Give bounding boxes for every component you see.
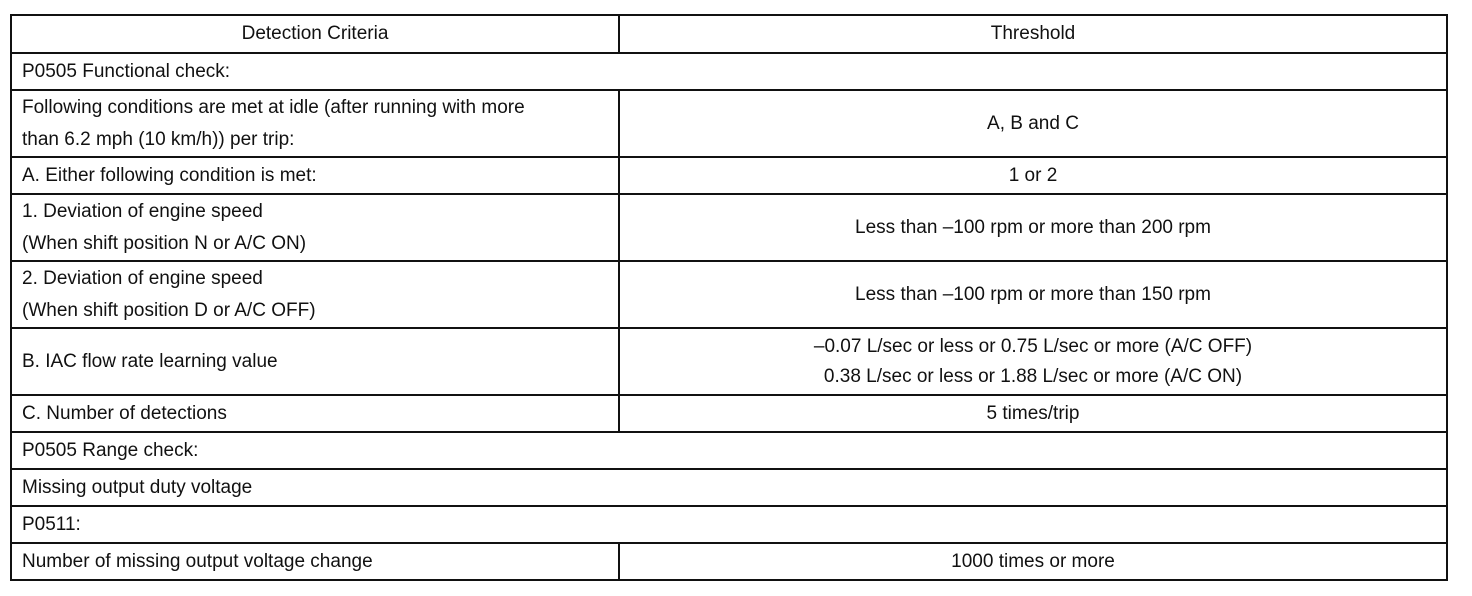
header-threshold: Threshold — [619, 15, 1447, 53]
table-row — [11, 395, 1447, 432]
criteria-text: Following conditions are met at idle (after running with more — [22, 96, 525, 118]
section-range-check: P0505 Range check: — [11, 432, 1447, 469]
criteria-text: 2. Deviation of engine speed — [22, 267, 263, 289]
detection-criteria-table — [10, 14, 1448, 581]
threshold-cell: 1000 times or more — [619, 543, 1447, 580]
criteria-cell: C. Number of detections — [11, 395, 619, 432]
threshold-cell: Less than –100 rpm or more than 200 rpm — [619, 194, 1447, 261]
threshold-cell: 5 times/trip — [619, 395, 1447, 432]
table-row — [11, 90, 1447, 157]
criteria-text: 1. Deviation of engine speed — [22, 200, 263, 222]
threshold-cell: Less than –100 rpm or more than 150 rpm — [619, 261, 1447, 328]
criteria-cell: B. IAC flow rate learning value — [11, 328, 619, 395]
criteria-cell — [11, 90, 619, 157]
criteria-cell: Missing output duty voltage — [11, 469, 1447, 506]
criteria-cell — [11, 194, 619, 261]
threshold-cell: 1 or 2 — [619, 157, 1447, 194]
section-row-functional — [11, 53, 1447, 90]
section-row-range — [11, 432, 1447, 469]
table-row — [11, 194, 1447, 261]
table-row — [11, 261, 1447, 328]
section-functional-check: P0505 Functional check: — [11, 53, 1447, 90]
criteria-text: (When shift position N or A/C ON) — [22, 232, 307, 254]
header-row — [11, 15, 1447, 53]
section-p0511: P0511: — [11, 506, 1447, 543]
header-detection-criteria: Detection Criteria — [11, 15, 619, 53]
table-row — [11, 328, 1447, 395]
criteria-text: than 6.2 mph (10 km/h)) per trip: — [22, 128, 295, 150]
table-row — [11, 157, 1447, 194]
table-row — [11, 469, 1447, 506]
threshold-cell — [619, 328, 1447, 395]
criteria-cell — [11, 261, 619, 328]
threshold-text: –0.07 L/sec or less or 0.75 L/sec or more (A/C OFF) — [813, 335, 1253, 357]
section-row-p0511 — [11, 506, 1447, 543]
criteria-cell: A. Either following condition is met: — [11, 157, 619, 194]
criteria-text: (When shift position D or A/C OFF) — [22, 299, 316, 321]
threshold-cell: A, B and C — [619, 90, 1447, 157]
threshold-text: 0.38 L/sec or less or 1.88 L/sec or more (A/C ON) — [823, 365, 1243, 387]
criteria-cell: Number of missing output voltage change — [11, 543, 619, 580]
table-row — [11, 543, 1447, 580]
